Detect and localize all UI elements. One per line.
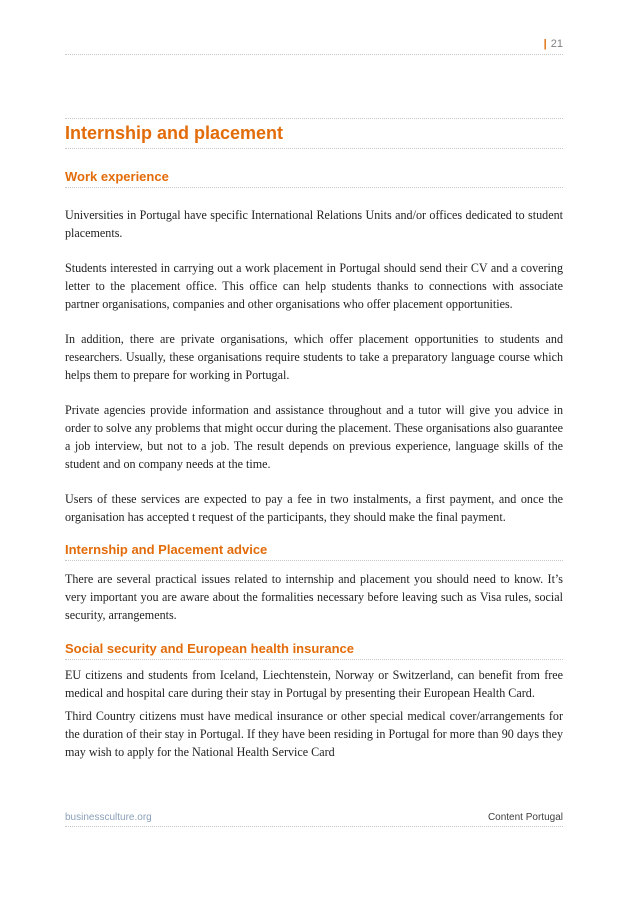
section-heading-internship-advice: Internship and Placement advice <box>65 542 563 561</box>
paragraph: There are several practical issues related to internship and placement you should need to know. It’s very important you are aware about the formalities necessary before leaving such as Visa rules, social security, arrangements. <box>65 572 563 622</box>
page-content <box>65 118 563 761</box>
paragraph: Private agencies provide information and assistance throughout and a tutor will give you advice in order to solve any problems that might occur during the placement. These organisations also guarantee a job interview, but not to a job. The result depends on previous experience, language skills of the student and on company needs at the time. <box>65 403 563 471</box>
section-heading-social-security: Social security and European health insurance <box>65 641 563 660</box>
paragraph: Universities in Portugal have specific International Relations Units and/or offices dedicated to student placements. <box>65 208 563 240</box>
paragraph: In addition, there are private organisations, which offer placement opportunities to students and researchers. Usually, these organisations require students to take a preparatory language course which helps them to prepare for working in Portugal. <box>65 332 563 382</box>
page-footer <box>65 812 563 827</box>
paragraph: EU citizens and students from Iceland, Liechtenstein, Norway or Switzerland, can benefit from free medical and hospital care during their stay in Portugal by presenting their European Health Card. <box>65 668 563 700</box>
footer-website: businessculture.org <box>65 812 152 823</box>
paragraph: Students interested in carrying out a work placement in Portugal should send their CV and a covering letter to the placement office. This office can help students thanks to connections with associate partner organisations, companies and other organisations who offer placement opportunities. <box>65 261 563 311</box>
footer-section-label: Content Portugal <box>487 812 563 823</box>
page-title: Internship and placement <box>65 118 563 149</box>
paragraph: Third Country citizens must have medical insurance or other special medical cover/arrangements for the duration of their stay in Portugal. If they have been residing in Portugal for more than 90 days they may wish to apply for the National Health Service Card <box>65 709 563 759</box>
section-heading-work-experience: Work experience <box>65 169 563 188</box>
paragraph: Users of these services are expected to pay a fee in two instalments, a first payment, and once the organisation has accepted t request of the participants, they should make the final payment. <box>65 492 563 524</box>
page-header <box>65 32 563 55</box>
page-number: | 21 <box>543 38 563 50</box>
